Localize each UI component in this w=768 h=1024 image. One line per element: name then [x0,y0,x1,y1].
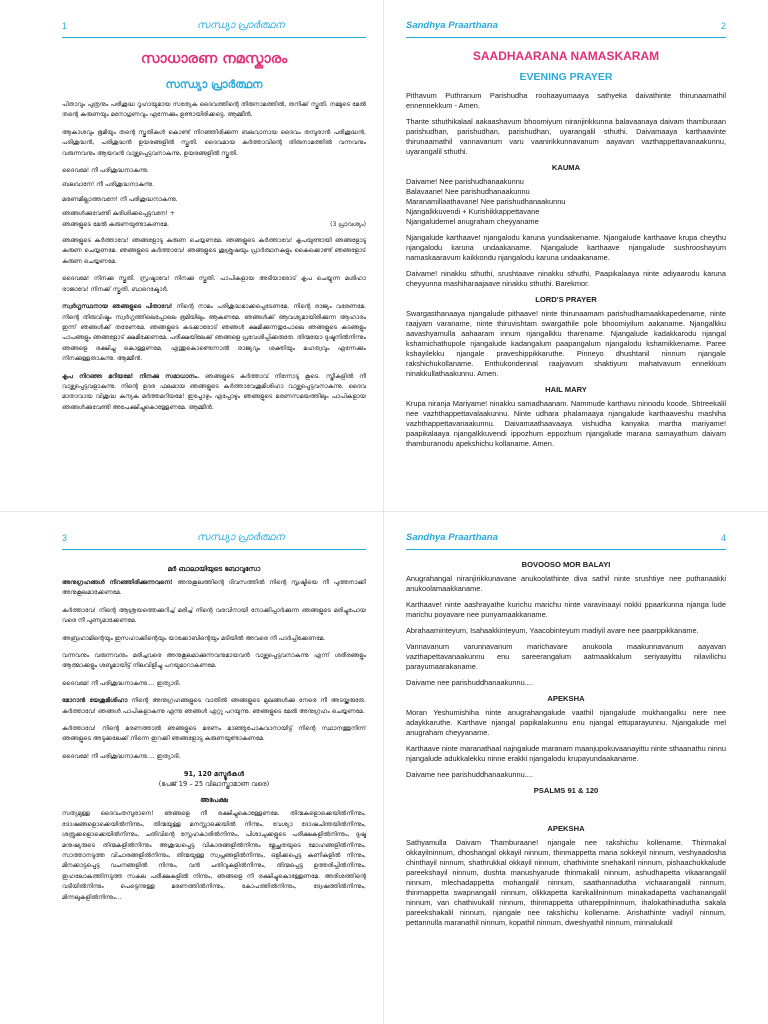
section-title: APEKSHA [547,824,585,833]
paragraph: പിതാവും പുത്രനും പരിശുദ്ധ റൂഹായുമായ സത്യേക ദൈവത്തിന്റെ തിരുനാമത്തിൽ, തനിക്ക് സ്തുതി. നമ്മുടെ മേൽ തന്റെ കരുണയും മനോഗുണവും എന്നേക്കും ഉണ്ടായിരിക്കട്ടെ. ആമ്മീൻ. [62,101,366,119]
paragraph: ദൈവമേ! നീ പരിശുദ്ധനാകുന്നു.... ഇത്യാദി. [62,752,181,760]
paragraph: Daivame nee parishuddhanaakunnu.... [406,678,533,687]
section-title: BOVOOSO MOR BALAYI [521,560,611,569]
kauma-line: Balavaane! Nee parishudhanaakunnu [406,187,530,196]
page-header [406,530,726,550]
paragraph: Daivame! ninakku sthuthi, srushtaave ninakku sthuthi, Paapikalaaya ninte adiyaarodu karuna cheyyunna mashiharaajaave ninakku sthuthi. Barekmor. [406,269,726,288]
page-header [62,18,366,38]
page-number: 1 [62,21,68,31]
lead-text: കൃപ നിറഞ്ഞ മറിയമേ! നിനക്കു സമാധാനം. [62,372,200,380]
main-title: SAADHAARANA NAMASKARAM [472,49,660,63]
paragraph: ഞങ്ങളുടെ കർത്താവേ! ഞങ്ങളോടു കരുണ ചെയ്യണമേ. ഞങ്ങളുടെ കർത്താവേ! കൃപയുണ്ടായി ഞങ്ങളോടു കരുണ ചെയ്യണമേ. ഞങ്ങളുടെ കർത്താവേ! ഞങ്ങളുടെ ശുശ്രൂഷയും പ്രാർത്ഥനകളും കൈക്കൊണ്ട് ഞങ്ങളോട് കരുണ ചെയ്യണമേ. [62,237,366,265]
lords-prayer-text: നിന്റെ നാമം പരിശുദ്ധമാക്കപ്പെടേണമേ. നിന്റെ രാജ്യം വരേണമേ. നിന്റെ തിരുവിഷ്ടം സ്വർഗ്ഗത്തിലെപ്പോലെ ഭൂമിയിലും ആകണമേ. ഞങ്ങൾക്ക് ആവശ്യമായിരിക്കുന്ന ആഹാരം ഇന്ന് ഞങ്ങൾക്ക് തരേണമേ. ഞങ്ങളുടെ കടക്കാരോട് ഞങ്ങൾ ക്ഷമിക്കുന്നതുപോലെ ഞങ്ങളുടെ കടങ്ങളും പാപങ്ങളും ഞങ്ങളോട് ക്ഷമിക്കേണമേ. പരീക്ഷയിലേക്ക് ഞങ്ങളെ പ്രവേശിപ്പിക്കരുതേ. തിന്മയോ ദുഷ്ടനിൽനിന്നും ഞങ്ങളെ രക്ഷിച്ചു കൊള്ളണമേ. എന്തുകൊണ്ടെന്നാൽ രാജ്യവും ശക്തിയും മഹത്വവും എന്നേക്കും നിനക്കുള്ളതാകുന്നു. ആമ്മീൻ. [62,303,366,363]
psalms-note: (പേജ് 19 – 25 വിലാസ്ത്രാമാണ വരെ) [158,780,270,789]
page-number: 3 [62,533,68,543]
lead-text: സ്വർഗ്ഗസ്ഥനായ ഞങ്ങളുടെ പിതാവേ! [62,303,173,311]
hail-mary-text: Krupa niranja Mariyame! ninakku samadhaanam. Nammude karthavu ninnodu koode. Shtreekalil nee vazhthappettavalaakunnu. Ninte udhara phalamaaya njangalude karthaaveshu mashiha vazhthappettavanaakunnu. Daivamaathaavaaya vishudha kanyaka martha mariyame! paapikalaaya njangalkkuvendi ippozhum eppozhum njangalude marana samayathum daivam thamburanodu apekshichu kollaname. Amen. [406,399,726,448]
kauma-line: മരണമില്ലാത്തവനേ! നീ പരിശുദ്ധനാകുന്നു. [62,195,178,203]
paragraph: അബ്രഹാമിന്റെയും ഇസഹാക്കിന്റെയും യാക്കോബിന്റെയും മടിയിൽ അവരെ നീ പാർപ്പിക്കേണമേ. [62,634,326,642]
hail-mary [62,372,366,414]
header-title: Sandhya Praarthana [406,20,498,31]
paragraph [62,696,366,717]
paragraph: Anugrahangal niranjirikkunavane anukoolathinte diva sathil ninte srushtiye nee puthanaakki anukoolamaakkaname. [406,574,726,593]
lords-prayer-text: Swargasthanaaya njangalude pithaave! ninte thirunaamam parishudhamaakkapedename, ninte raajyam varaname, ninte thiruvishtam swargathile pole bhoomiyilum aakaname. Njangalkku aavashyamulla aahaaram innum njangalkku tharename. Njangalude kadakkarodu njangal kshamichathupole njangalude kadangalum paapangalum njangalodu kshamikkename. Paree kshayilekku njangale praveshippikkaruthe. Pinneyo dhushtanil ninnum njangale rakshichukollaname. Enthukondennal raajyavum shaktiyum mahatvavum ennekkum ninakkullathaakunnu. Amen. [406,309,726,378]
repeat-note: (3 പ്രാവശ്യം) [330,220,366,228]
kauma-line: ഞങ്ങളുടെ മേൽ കരുണയുണ്ടാകണമേ. [62,220,170,228]
page-body [406,46,726,512]
kauma-line: ഞങ്ങൾക്കുവേണ്ടി കുരിശിക്കപ്പെട്ടവനേ! + [62,210,175,218]
paragraph: Karthaave! ninte aashrayathe kurichu marichu ninte varavinaayi nokki ppaarkunna njanga lude marichu poyavare nee punyamaakkaname. [406,600,726,619]
paragraph: Sathyamulla Daivam Thamburaane! njangale nee rakshichu kollename. Thinmakal okkayilninnum, dhoshangal okkayil ninnum, thinmappetta mana sokkeyil ninnum, veshyaadosha chinthayil ninnum, shathrukkal okkayil ninnum, chathivinte snehakaril ninnum, pishaachukkalude pareekshayil ninnum, dushta manushyarude thinmakalil ninnum, ashudhapetta vikaarangalil ninnum, mlechadappetta mohangalil ninnum, saathannadutha vichaarangalil ninnum, thinmappetta swapnangalil ninnum, olikkapetta kanikalilninnum minakadapetta vachanangalil ninnum, van chathivukalil ninnum, thinmappetta uthareppilninnum, ihalokathinadutha sakala pareekshakalil ninnum, njangale nee rakshichu kollename. Arishathinte vadiyil ninnum, pettannulla maranathil ninnum, kopathil ninnum, dweshyathil ninnum, minnalukalil [406,838,726,927]
page-4 [384,512,768,1024]
page-body [62,46,366,512]
page-1 [0,0,384,512]
header-title: സന്ധ്യാ പ്രാർത്ഥന [197,532,285,543]
paragraph: വന്നവനും വരുന്നവനും മരിച്ചവരെ അനുകൂലമാക്കുന്നവനുമായവൻ വാഴ്ത്തപ്പെട്ടവനാകുന്നു എന്ന് ശരീരങ്ങളും ആത്മാക്കളും ശബ്ദമായിട്ട് നിലവിളിച്ചു പറയുമാറാകണമേ. [62,652,366,670]
kauma-line: ബലവാനേ! നീ പരിശുദ്ധനാകുന്നു. [62,181,155,189]
kauma-line: ദൈവമേ! നീ പരിശുദ്ധനാകുന്നു. [62,167,149,175]
section-title: APEKSHA [547,694,585,703]
lead-text: മോറാൻ യേശുമിശിഹാ [62,697,128,705]
paragraph: ആകാശവും ഭൂമിയും തന്റെ സ്തുതികൾ കൊണ്ട് നിറഞ്ഞിരിക്കുന്ന ബലവാനായ ദൈവം തമ്പുരാൻ പരിശുദ്ധൻ, പരിശുദ്ധൻ, പരിശുദ്ധൻ ഉയരങ്ങളിൽ സ്തുതി. ദൈവമായ കർത്താവിന്റെ തിരുനാമത്തിൽ വന്നവനും വരുന്നവനും ആയവൻ വാഴ്ത്തപ്പെട്ടവനാകുന്നു, ഉയരങ്ങളിൽ സ്തുതി. [62,128,366,157]
paragraph-text: അനുകൂലത്തിന്റെ ദിവസത്തിൽ നിന്റെ സൃഷ്ടിയെ നീ പുത്തനാക്കി അനുകൂലമാക്കേണമേ. [62,579,366,597]
paragraph: Pithavum Puthranum Parishudha roohaayumaaya sathyeka daivathinte thirunaamathil ennennekkum - Amen. [406,91,726,110]
page-header [406,18,726,38]
psalms-title: 91, 120 മസ്മൂർകൾ [183,770,245,779]
kauma-block [62,166,366,230]
section-title: KAUMA [551,163,581,172]
header-title: സന്ധ്യാ പ്രാർത്ഥന [197,20,285,31]
paragraph [62,578,366,599]
paragraph: Abrahaaminteyum, Isahaakkinteyum, Yaacobinteyum madiyil avare nee paarppikkaname. [406,626,699,635]
paragraph: ദൈവമേ! നിനക്കു സ്തുതി. സ്രഷ്ടാവേ! നിനക്കു സ്തുതി. പാപികളായ അടിയാരോട് കൃപ ചെയ്യുന്ന മശിഹാ രാജാവേ! നിനക്ക് സ്തുതി. ബാറെക്മോർ. [62,275,366,293]
subtitle: സന്ധ്യാ പ്രാർത്ഥന [165,78,263,91]
paragraph: Njangalude karthaave! njangalodu karuna yundaakename. Njangalude karthaave krupa cheythu njangalodu karuna undaakaname. Njangalude karthaave njangalude sushrooshayum namaskaaravum kaikkondu njangalodu karuna undaakaname. [406,233,726,262]
page-number: 2 [720,21,726,31]
lords-prayer [62,302,366,364]
page-body [406,558,726,1024]
paragraph: കർത്താവേ! നിന്റെ ആശ്രയത്തെക്കുറിച്ച് മരിച്ച് നിന്റെ വരവിനായി നോക്കിപ്പാർക്കുന്ന ഞങ്ങളുടെ മരിച്ചുപോയ വരെ നീ പുണ്യമാക്കേണമേ. [62,606,366,625]
section-title: HAIL MARY [545,385,587,394]
section-title: അപേക്ഷ [200,796,228,805]
page-number: 4 [720,533,726,543]
page-body [62,558,366,1024]
kauma-line: Njangalkkuvendi + Kurishikkappettavane [406,207,540,216]
page-2 [384,0,768,512]
main-title: സാധാരണ നമസ്കാരം [140,51,288,67]
paragraph-text: നിന്റെ അനുഗ്രഹങ്ങളുടെ വാതിൽ ഞങ്ങളുടെ മുഖങ്ങൾക്കു നേരെ നീ അടയ്ക്കരുതേ. കർത്താവേ! ഞങ്ങൾ പാപികളാകുന്നു എന്നു ഞങ്ങൾ ഏറ്റു പറയുന്നു. ഞങ്ങളുടെ മേൽ അനുഗ്രഹം ചെയ്യണമേ. [62,697,366,715]
section-title: LORD'S PRAYER [535,295,597,304]
section-title: മർ ബാലായിയുടെ ബോവുസോ [167,565,261,573]
paragraph: സത്യമുള്ള ദൈവംതമ്പുരാനെ! ഞങ്ങളെ നീ രക്ഷിച്ചുകൊള്ളേണമേ. തിന്മകളൊക്കെയിൽനിന്നും, ദോഷങ്ങളൊക്കെയിൽനിന്നും, തിന്മയുള്ള മനസ്സാക്കെയിൽ നിന്നും, വേശ്യാ ദോഷചിന്തയിൽനിന്നും, ശത്രുക്കളൊക്കെയിൽനിന്നും, ചതിവിന്റെ സ്നേഹകാരിൽനിന്നും, പിശാചുക്കളുടെ പരീക്ഷകളിൽനിന്നും, ദുഷ്ട മനുഷ്യരുടെ തിന്മകളിൽനിന്നും അശുദ്ധപ്പെട്ട വികാരങ്ങളിൽനിന്നും മ്ലേച്ഛതയുടെ മോഹങ്ങളിൽനിന്നും, സാത്താനടുത്ത വിചാരങ്ങളിൽനിന്നും, തിന്മയുള്ള സ്വപ്നങ്ങളിൽനിന്നും, ഒളിക്കപ്പെട്ട കണികളിൽ നിന്നും, മിനക്കാട്ടപ്പെട്ട വചനങ്ങളിൽ നിന്നും, വൻ ചതിവുകളിൽനിന്നും, തിന്മപ്പെട്ട ഉത്തരിപ്പിൽനിന്നും, ഇഹലോകത്തിനടുത്ത സകല പരീക്ഷകളിൽ നിന്നും, ഞങ്ങളെ നീ രക്ഷിച്ചുകൊള്ളേണമേ. അരിശത്തിന്റെ വടിയിൽനിന്നും പെട്ടെന്നുള്ള മരണത്തിൽനിന്നും, കോപത്തിൽനിന്നും, ദ്വേഷത്തിൽനിന്നും, മിന്നലുകളിൽനിന്നും... [62,810,366,901]
paragraph: കർത്താവേ! നിന്റെ മരണത്താൽ ഞങ്ങളുടെ മരണം മാഞ്ഞുപോകുവാനായിട്ട് നിന്റെ സ്ഥാനത്തുനിന്ന് ഞങ്ങളുടെ അടുക്കലേക്ക് നിന്നെ ഇറക്കി ഞങ്ങളോടു കരുണയുണ്ടാകണമേ. [62,725,366,743]
page-header [62,530,366,550]
hail-mary-text: ഞങ്ങളുടെ കർത്താവ് നിന്നോടു കൂടെ. സ്ത്രീകളിൽ നീ വാഴ്ത്തപ്പെട്ടവളാകുന്നു. നിന്റെ ഉദര ഫലമായ ഞങ്ങളുടെ കർത്താവേശുമിശിഹാ വാഴ്ത്തപ്പെട്ടവനാകുന്നു. ദൈവ മാതാവായ വിശുദ്ധ കന്യക മർത്തമറിയമേ! ഇപ്പോഴും എപ്പോഴും ഞങ്ങളുടെ മരണസമയത്തിലും പാപികളായ ഞങ്ങൾക്കുവേണ്ടി അപേക്ഷിച്ചുകൊള്ളേണമേ. ആമ്മീൻ. [62,372,366,411]
lead-text: അനുഗ്രഹങ്ങൾ നിറഞ്ഞിരിക്കുന്നവനെ! [62,579,173,586]
kauma-line: Njangaludemel anugraham cheyyaname [406,217,539,226]
paragraph: Thante sthuthikalaal aakaashavum bhoomiyum niranjirikkunna balavaanaya daivam thamburaan parishudhan, parishudhan, parishudhan, uyarangalil sthuthi. Daivamaaya karthaavinte thirunaamathil vannavanum varu vaanirikkunnavanum aayavan vazthappettavanaakunnu, uyarangalil sthuthi. [406,117,726,156]
kauma-line: Maranamillaathavane! Nee parishudhanaakunnu [406,197,566,206]
paragraph: Vannavanum varunnavanum marichavare anukoola maakunnavanum aayavan vazthapettavanaakunnu enu sareerangalum aatmaakkalum seriyaayittu nilavilichu parayumaarakaname. [406,642,726,671]
page-3 [0,512,384,1024]
paragraph: Moran Yeshumishiha ninte anugrahangalude vaathil njangalude mukhangalku nere nee adaykkaruthe. Karthave njangal papikalakunnu enu njangal ettuparayunnu. Njangalude mel anugraham cheyyaname. [406,708,726,737]
section-title: PSALMS 91 & 120 [533,786,599,795]
subtitle: EVENING PRAYER [519,71,613,83]
paragraph: Daivame nee parishuddhanaakunnu.... [406,770,533,779]
kauma-block [406,177,726,227]
paragraph: Karthaave ninte maranathaal najngalude maranam maanjupokuvaanayittu ninte sthaanathu ninnu njangalude adukkalekku ninne erakki njangalodu krupayundaakaname. [406,744,726,763]
header-title: Sandhya Praarthana [406,532,498,543]
kauma-line: Daivame! Nee parishudhanaakunnu [406,177,524,186]
paragraph: ദൈവമേ! നീ പരിശുദ്ധനാകുന്നു.... ഇത്യാദി. [62,679,181,687]
